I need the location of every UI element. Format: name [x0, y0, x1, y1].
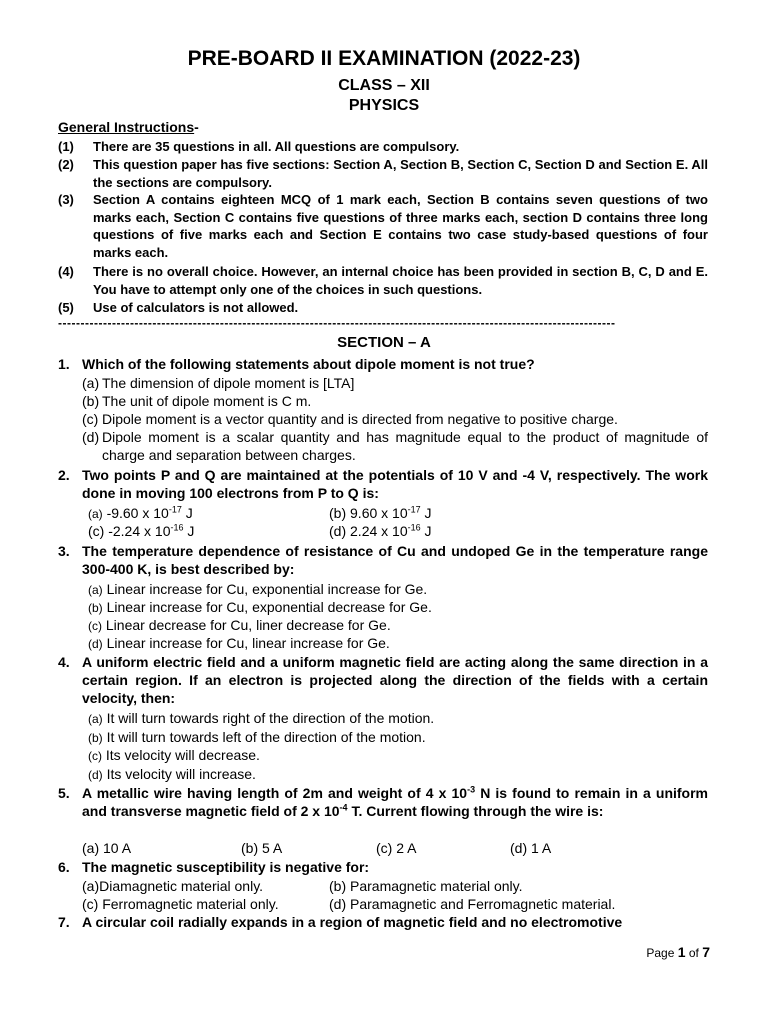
q6-option-a: (a)Diamagnetic material only.: [82, 878, 264, 894]
page-number: Page 1 of 7: [646, 944, 710, 960]
instruction-item: (1) There are 35 questions in all. All questions are compulsory.: [58, 139, 460, 154]
class-heading: CLASS – XII: [338, 77, 430, 94]
q5-option-d: (d) 1 A: [510, 840, 552, 856]
question-6: 6. The magnetic susceptibility is negative for:: [58, 859, 370, 875]
general-instructions-heading: General Instructions-: [58, 119, 199, 135]
q3-option-d: (d) Linear increase for Cu, linear increase for Ge.: [88, 635, 390, 651]
exam-title: PRE-BOARD II EXAMINATION (2022-23): [187, 47, 581, 70]
q1-option-a: (a) The dimension of dipole moment is [LTA]: [82, 375, 355, 391]
q4-option-a: (a) It will turn towards right of the direction of the motion.: [88, 710, 435, 726]
q4-option-b: (b) It will turn towards left of the direction of the motion.: [88, 729, 426, 745]
q2-option-a: (a) -9.60 x $10^{-17}$ J: [88, 504, 193, 521]
question-3: 3. The temperature dependence of resistance of Cu and undoped Ge in the temperature range 300-400 K, is best described by:: [58, 543, 708, 577]
q2-option-d: (d) 2.24 x $10^{-16}$ J: [329, 522, 432, 539]
q6-option-b: (b) Paramagnetic material only.: [329, 878, 523, 894]
question-5: 5. A metallic wire having length of 2m and weight of 4 x $10^{-3}$ N is found to remain in a uniform and transverse magnetic field of 2 x $10^{-4}$ T. Current flowing through the wire is:: [58, 784, 708, 819]
q4-option-c: (c) Its velocity will decrease.: [88, 747, 260, 763]
q1-option-d: (d) Dipole moment is a scalar quantity and has magnitude equal to the product of magnitude of charge and separation between charges.: [82, 429, 708, 463]
q1-option-c: (c) Dipole moment is a vector quantity and is directed from negative to positive charge.: [82, 411, 618, 427]
q3-option-a: (a) Linear increase for Cu, exponential increase for Ge.: [88, 581, 428, 597]
divider-line: ----------------------------------------------------------------------------------------------------------------------------: [58, 316, 616, 330]
q2-option-b: (b) 9.60 x $10^{-17}$ J: [329, 504, 432, 521]
q5-option-b: (b) 5 A: [241, 840, 283, 856]
q3-option-b: (b) Linear increase for Cu, exponential decrease for Ge.: [88, 599, 432, 615]
q6-option-d: (d) Paramagnetic and Ferromagnetic material.: [329, 896, 616, 912]
instruction-item: (5) Use of calculators is not allowed.: [58, 300, 299, 315]
q5-option-c: (c) 2 A: [376, 840, 417, 856]
question-7: 7. A circular coil radially expands in a region of magnetic field and no electromotive: [58, 914, 623, 930]
instruction-item: (2) This question paper has five sections: Section A, Section B, Section C, Section D and Section E. All the sections are compulsory.: [58, 157, 708, 190]
instruction-item: (3) Section A contains eighteen MCQ of 1 mark each, Section B contains seven questions of two marks each, Section C contains five questions of three marks each, section D contains three long questions of five marks each and Section E contains two case study-based questions of four marks each.: [58, 192, 708, 260]
q1-option-b: (b) The unit of dipole moment is C m.: [82, 393, 312, 409]
q6-option-c: (c) Ferromagnetic material only.: [82, 896, 279, 912]
q4-option-d: (d) Its velocity will increase.: [88, 766, 256, 782]
section-a-heading: SECTION – A: [337, 334, 431, 351]
question-1: 1. Which of the following statements about dipole moment is not true?: [58, 356, 535, 372]
question-2: 2. Two points P and Q are maintained at the potentials of 10 V and -4 V, respectively. The work done in moving 100 electrons from P to Q is:: [58, 467, 708, 501]
q3-option-c: (c) Linear decrease for Cu, liner decrease for Ge.: [88, 617, 391, 633]
q5-option-a: (a) 10 A: [82, 840, 132, 856]
q2-option-c: (c) -2.24 x $10^{-16}$ J: [88, 522, 195, 539]
question-4: 4. A uniform electric field and a uniform magnetic field are acting along the same direction in a certain region. If an electron is projected along the direction of the fields with a certain velocity, then:: [58, 654, 708, 706]
instruction-item: (4) There is no overall choice. However, an internal choice has been provided in section B, C, D and E. You have to attempt only one of the choices in such questions.: [58, 264, 708, 297]
subject-heading: PHYSICS: [348, 97, 420, 114]
